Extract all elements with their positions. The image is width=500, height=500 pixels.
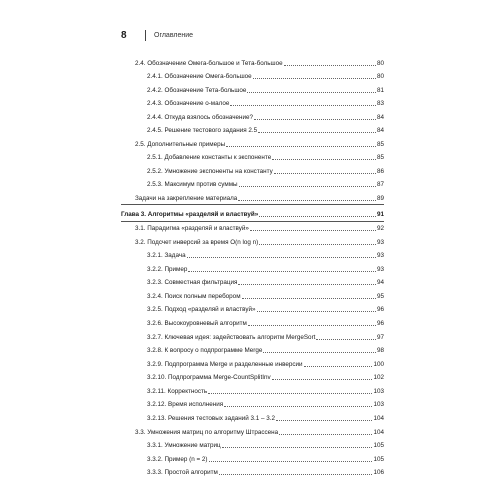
toc-entry-label: 3.2.5. Подход «разделяй и властвуй» [147,306,256,313]
dot-leader [187,257,376,258]
toc-entry [121,152,384,162]
dot-leader [257,311,376,312]
toc-entry-page: 103 [373,388,384,395]
toc-entry-page: 97 [376,334,384,341]
toc-entry [121,125,384,135]
dot-leader [238,284,376,285]
toc-entry [121,223,384,233]
toc-entry [121,332,384,342]
header-separator [145,30,146,41]
toc-entry [121,112,384,122]
toc-entry-page: 84 [376,127,384,134]
toc-chapter-entry [121,209,384,219]
toc-entry-label: 3.2.13. Решения тестовых заданий 3.1 – 3.2 [147,415,276,422]
toc-entry-page: 80 [376,60,384,67]
toc-entry-page: 92 [376,225,384,232]
toc-entry-label: 3.3.3. Простой алгоритм [147,469,218,476]
toc-entry-label: 3.2.9. Подпрограмма Merge и разделенные инверсии [147,361,303,368]
toc-entry-label: 3.2.2. Пример [147,266,188,273]
toc-entry [121,304,384,314]
dot-leader [253,78,376,79]
toc-entry-page: 80 [376,73,384,80]
dot-leader [247,92,376,93]
toc-entry-label: 2.5.2. Умножение экспоненты на константу [147,168,273,175]
toc-entry-page: 89 [376,195,384,202]
toc-entry-page: 96 [376,306,384,313]
toc-entry-label: Глава 3. Алгоритмы «разделяй и властвуй» [121,211,259,218]
toc-entry-page: 104 [373,429,384,436]
toc-entry [121,166,384,176]
dot-leader [250,230,376,231]
toc-entry-page: 102 [373,374,384,381]
dot-leader [316,339,376,340]
toc-entry [121,372,384,382]
toc-entry-label: 3.2.3. Совместная фильтрация [147,279,238,286]
toc-entry-page: 91 [376,211,384,218]
toc-entry [121,386,384,396]
toc-entry [121,413,384,423]
toc-entry [121,359,384,369]
dot-leader [224,406,372,407]
toc-entry [121,139,384,149]
toc-entry [121,71,384,81]
dot-leader [222,447,373,448]
toc-entry-page: 96 [376,320,384,327]
toc-entry [121,264,384,274]
toc-entry-page: 93 [376,266,384,273]
toc-entry-label: 3.3.1. Умножение матриц [147,442,221,449]
toc-entry-label: 3.2.8. К вопросу о подпрограмме Merge [147,347,263,354]
toc-entry-page: 106 [373,469,384,476]
toc-entry-page: 83 [376,100,384,107]
toc-entry-label: 3.1. Парадигма «разделяй и властвуй» [135,225,249,232]
toc-entry-label: 2.5.1. Добавление константы к экспоненте [147,154,272,161]
toc-entry [121,277,384,287]
page-number: 8 [121,29,127,41]
chapter-divider-bottom [121,221,384,222]
dot-leader [230,105,376,106]
dot-leader [274,173,376,174]
dot-leader [219,474,373,475]
toc-entry-page: 93 [376,252,384,259]
toc-entry [121,399,384,409]
toc-entry-label: 3.2. Подсчет инверсий за время O(n log n) [135,239,259,246]
toc-entry-label: 3.2.10. Подпрограмма Merge-CountSplitInv [147,374,271,381]
toc-entry [121,193,384,203]
toc-entry-label: Задачи на закрепление материала [135,195,238,202]
chapter-divider-top [121,204,384,205]
toc-entry-page: 85 [376,154,384,161]
toc-entry [121,440,384,450]
dot-leader [209,461,373,462]
toc-entry-page: 81 [376,87,384,94]
toc-entry-label: 2.4.5. Решение тестового задания 2.5 [147,127,258,134]
dot-leader [226,146,376,147]
toc-entry-page: 105 [373,442,384,449]
toc-entry-page: 100 [373,361,384,368]
toc-entry-page: 103 [373,401,384,408]
toc-entry [121,345,384,355]
toc-entry-label: 2.5.3. Максимум против суммы [147,181,238,188]
toc-entry-page: 84 [376,114,384,121]
dot-leader [279,434,372,435]
toc-entry-label: 2.4.1. Обозначение Омега-большое [147,73,252,80]
dot-leader [238,200,376,201]
toc-entry-page: 104 [373,415,384,422]
toc-entry [121,237,384,247]
dot-leader [188,271,376,272]
toc-entry [121,291,384,301]
toc-entry-page: 87 [376,181,384,188]
toc-entry-label: 3.3.2. Пример (n = 2) [147,456,208,463]
toc-entry [121,98,384,108]
dot-leader [272,379,373,380]
toc-entry-label: 3.2.6. Высокоуровневый алгоритм [147,320,247,327]
toc-entry [121,58,384,68]
dot-leader [208,393,372,394]
toc-entry [121,427,384,437]
toc-entry-label: 3.2.11. Корректность [147,388,208,395]
toc-entry-label: 2.4.2. Обозначение Тета-большое [147,87,247,94]
dot-leader [239,186,376,187]
toc-entry-page: 94 [376,279,384,286]
toc-entry-label: 3.2.7. Ключевая идея: задействовать алгоритм MergeSort [147,334,316,341]
toc-entry-page: 98 [376,347,384,354]
dot-leader [276,420,372,421]
dot-leader [304,366,373,367]
dot-leader [248,325,376,326]
toc-entry-label: 2.4. Обозначение Омега-большое и Тета-большое [135,60,283,67]
toc-entry-page: 95 [376,293,384,300]
toc-entry [121,179,384,189]
toc-entry [121,467,384,477]
toc-entry-label: 3.2.4. Поиск полным перебором [147,293,241,300]
dot-leader [272,159,376,160]
toc-entry-page: 105 [373,456,384,463]
toc-entry-label: 3.3. Умножения матриц по алгоритму Штрассена [135,429,279,436]
dot-leader [242,298,376,299]
running-title: Оглавление [154,31,194,39]
toc-entry-page: 86 [376,168,384,175]
toc-entry-page: 93 [376,239,384,246]
dot-leader [254,119,376,120]
page-header [121,28,384,42]
toc-entry [121,454,384,464]
toc-entry-page: 85 [376,141,384,148]
toc-entry-label: 2.4.3. Обозначение о-малое [147,100,230,107]
toc-entry-label: 3.2.1. Задача [147,252,186,259]
dot-leader [258,132,376,133]
dot-leader [284,65,376,66]
toc-entry [121,318,384,328]
dot-leader [259,216,376,217]
toc-entry-label: 3.2.12. Время исполнения [147,401,224,408]
toc-entry-label: 2.4.4. Откуда взялось обозначение? [147,114,254,121]
toc-entry [121,85,384,95]
toc-entry-label: 2.5. Дополнительные примеры [135,141,226,148]
toc-entry [121,250,384,260]
dot-leader [259,244,376,245]
dot-leader [263,352,376,353]
